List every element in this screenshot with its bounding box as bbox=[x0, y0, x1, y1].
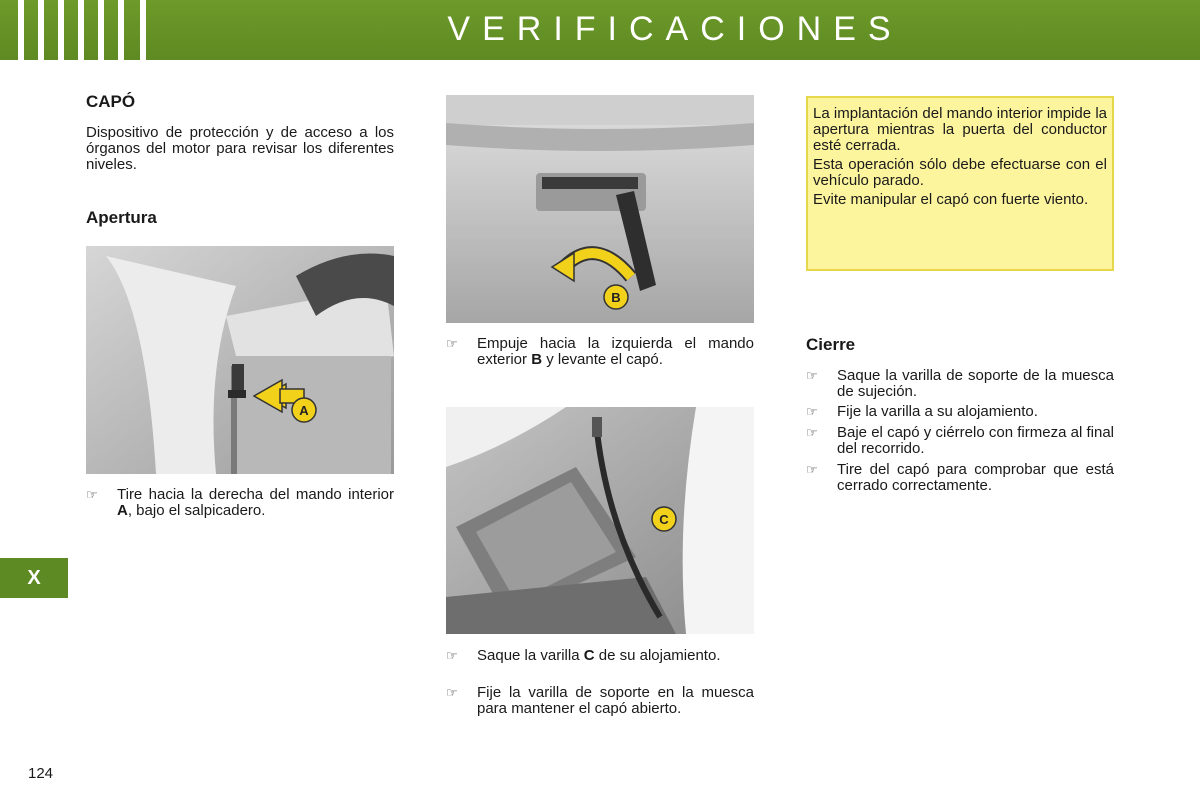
pointing-hand-icon: ☞ bbox=[86, 487, 98, 502]
callout-c-label: C bbox=[659, 512, 669, 527]
closing-step bbox=[806, 368, 1114, 400]
closing-step bbox=[806, 404, 1114, 420]
warning-text: Esta operación sólo debe efectuarse con el vehículo parado. bbox=[813, 156, 1107, 189]
interior-lever-illustration bbox=[86, 246, 394, 474]
closing-step-text: Baje el capó y ciérrelo con firmeza al final del recorrido. bbox=[837, 424, 1114, 457]
header-stripe bbox=[58, 0, 64, 60]
exterior-lever-illustration bbox=[446, 95, 754, 323]
step-remove-rod bbox=[446, 648, 754, 664]
support-rod-photo bbox=[446, 407, 754, 634]
pointing-hand-icon: ☞ bbox=[806, 368, 818, 383]
capo-heading: CAPÓ bbox=[86, 92, 136, 111]
step-pull-interior-lever bbox=[86, 487, 394, 519]
step-a-bold: A bbox=[117, 502, 128, 519]
header-stripe bbox=[118, 0, 124, 60]
pointing-hand-icon: ☞ bbox=[446, 336, 458, 351]
page-title: VERIFICACIONES bbox=[447, 10, 903, 48]
pointing-hand-icon: ☞ bbox=[446, 648, 458, 663]
warning-text: Evite manipular el capó con fuerte viento. bbox=[813, 191, 1089, 208]
apertura-heading: Apertura bbox=[86, 208, 157, 227]
step-c1-text-before: Saque la varilla bbox=[477, 647, 584, 664]
step-b-text-before: Empuje hacia la izquierda el mando exterior bbox=[477, 335, 754, 368]
warning-box bbox=[806, 96, 1114, 271]
step-c2-text: Fije la varilla de soporte en la muesca para mantener el capó abierto. bbox=[477, 684, 754, 717]
closing-step bbox=[806, 425, 1114, 457]
header-stripe bbox=[18, 0, 24, 60]
header-bar bbox=[0, 0, 1200, 60]
pointing-hand-icon: ☞ bbox=[446, 685, 458, 700]
pointing-hand-icon: ☞ bbox=[806, 462, 818, 477]
callout-a-label: A bbox=[299, 403, 309, 418]
closing-step-text: Saque la varilla de soporte de la muesca de sujeción. bbox=[837, 367, 1114, 400]
step-b-bold: B bbox=[531, 351, 543, 368]
header-stripe bbox=[98, 0, 104, 60]
step-c1-bold: C bbox=[583, 647, 595, 664]
section-tab: X bbox=[0, 558, 68, 598]
exterior-lever-photo bbox=[446, 95, 754, 323]
cierre-heading: Cierre bbox=[806, 335, 856, 354]
step-a-text-after: , bajo el salpicadero. bbox=[127, 502, 266, 519]
closing-step-text: Tire del capó para comprobar que está cerrado correctamente. bbox=[837, 461, 1114, 494]
warning-text: La implantación del mando interior impide la apertura mientras la puerta del conductor esté cerrada. bbox=[813, 105, 1107, 154]
callout-b-label: B bbox=[611, 290, 621, 305]
page-number: 124 bbox=[28, 765, 54, 782]
step-a-text-before: Tire hacia la derecha del mando interior bbox=[117, 486, 394, 503]
header-stripe bbox=[38, 0, 44, 60]
pointing-hand-icon: ☞ bbox=[806, 404, 818, 419]
capo-intro: Dispositivo de protección y de acceso a los órganos del motor para revisar los diferentes niveles. bbox=[86, 124, 394, 173]
closing-step bbox=[806, 462, 1114, 494]
support-rod-illustration bbox=[446, 407, 754, 634]
interior-lever-photo bbox=[86, 246, 394, 474]
header-stripe bbox=[78, 0, 84, 60]
step-c1-text-after: de su alojamiento. bbox=[594, 647, 721, 664]
step-b-text-after: y levante el capó. bbox=[542, 351, 663, 368]
step-push-exterior-lever bbox=[446, 336, 754, 368]
closing-step-text: Fije la varilla a su alojamiento. bbox=[837, 403, 1038, 420]
step-fix-rod-open bbox=[446, 685, 754, 717]
pointing-hand-icon: ☞ bbox=[806, 425, 818, 440]
header-stripe bbox=[140, 0, 146, 60]
